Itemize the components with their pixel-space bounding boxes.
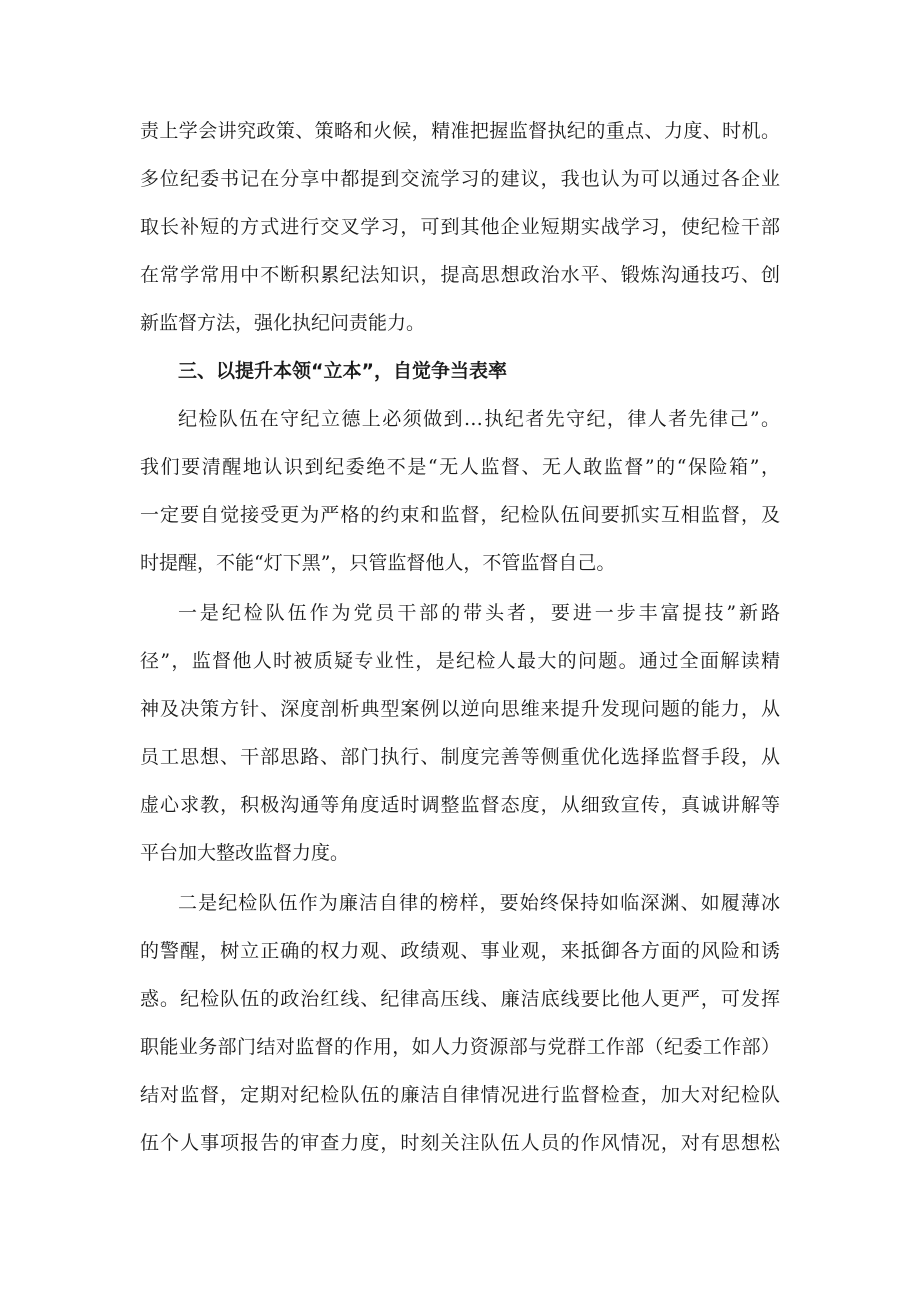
paragraph-1-line-3: 取长补短的方式进行交叉学习，可到其他企业短期实战学习，使纪检干部 — [140, 216, 780, 238]
paragraph-2-line-2: 我们要清醒地认识到纪委绝不是“无人监督、无人敢监督”的“保险箱”， — [140, 456, 780, 478]
paragraph-3-line-1: 一是纪检队伍作为党员干部的带头者，要进一步丰富提技”新路 — [178, 602, 780, 624]
paragraph-1-line-4: 在常学常用中不断积累纪法知识，提高思想政治水平、锻炼沟通技巧、创 — [140, 264, 780, 286]
paragraph-1-line-5: 新监督方法，强化执纪问责能力。 — [140, 312, 426, 334]
paragraph-2-line-3: 一定要自觉接受更为严格的约束和监督，纪检队伍间要抓实互相监督，及 — [140, 504, 780, 526]
paragraph-3-line-5: 虚心求教，积极沟通等角度适时调整监督态度，从细致宣传，真诚讲解等 — [140, 794, 780, 816]
paragraph-4-line-6: 伍个人事项报告的审查力度，时刻关注队伍人员的作风情况，对有思想松 — [140, 1132, 780, 1154]
paragraph-3-line-6: 平台加大整改监督力度。 — [140, 842, 350, 864]
paragraph-2-line-4: 时提醒，不能“灯下黑”，只管监督他人，不管监督自己。 — [140, 552, 616, 574]
paragraph-1-line-1: 责上学会讲究政策、策略和火候，精准把握监督执纪的重点、力度、时机。 — [140, 120, 780, 142]
paragraph-3-line-2: 径”，监督他人时被质疑专业性，是纪检人最大的问题。通过全面解读精 — [140, 650, 780, 672]
paragraph-3-line-3: 神及决策方针、深度剖析典型案例以逆向思维来提升发现问题的能力，从 — [140, 698, 780, 720]
paragraph-4-line-4: 职能业务部门结对监督的作用，如人力资源部与党群工作部（纪委工作部） — [140, 1036, 780, 1058]
paragraph-1-line-2: 多位纪委书记在分享中都提到交流学习的建议，我也认为可以通过各企业 — [140, 168, 780, 190]
paragraph-4-line-1: 二是纪检队伍作为廉洁自律的榜样，要始终保持如临深渊、如履薄冰 — [178, 892, 780, 914]
paragraph-4-line-2: 的警醒，树立正确的权力观、政绩观、事业观，来抵御各方面的风险和诱 — [140, 940, 780, 962]
paragraph-3-line-4: 员工思想、干部思路、部门执行、制度完善等侧重优化选择监督手段，从 — [140, 746, 780, 768]
section-heading: 三、以提升本领“立本”，自觉争当表率 — [178, 360, 507, 382]
paragraph-4-line-5: 结对监督，定期对纪检队伍的廉洁自律情况进行监督检查，加大对纪检队 — [140, 1084, 780, 1106]
paragraph-2-line-1: 纪检队伍在守纪立德上必须做到…执纪者先守纪，律人者先律己”。 — [178, 408, 780, 430]
paragraph-4-line-3: 惑。纪检队伍的政治红线、纪律高压线、廉洁底线要比他人更严，可发挥 — [140, 988, 780, 1010]
